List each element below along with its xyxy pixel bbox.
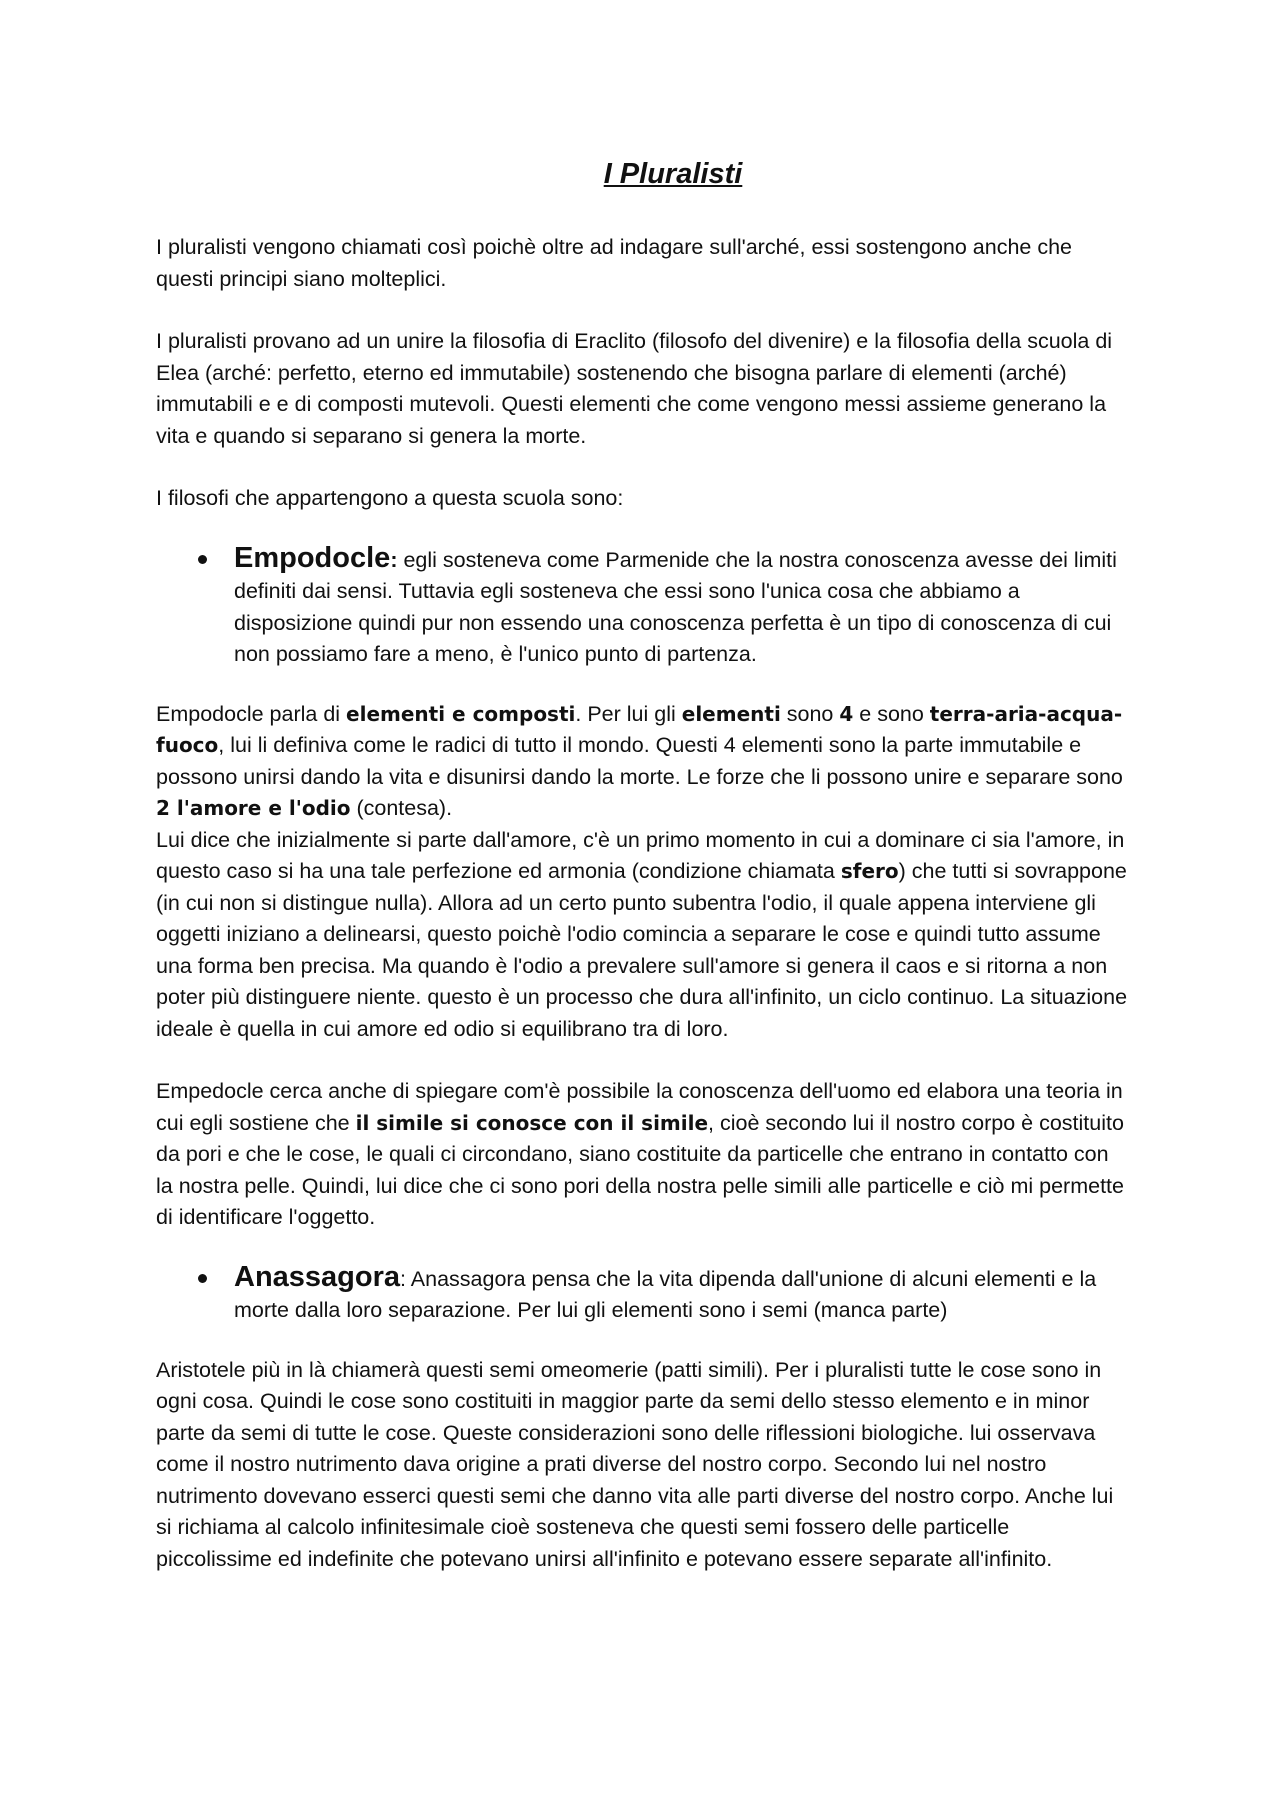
paragraph-elementi-composti — [156, 699, 1130, 825]
bold-terra-aria-acqua-fuoco: terra-aria-acqua-fuoco — [156, 701, 1123, 757]
paragraph-intro: I pluralisti vengono chiamati così poichè oltre ad indagare sull'arché, essi sostengono anche che questi principi siano molteplici. — [156, 235, 1073, 291]
text-segment: , lui li definiva come le radici di tutto il mondo. Questi 4 elementi sono la parte immutabile e possono unirsi dando la vita e disunirsi dando la morte. Le forze che li possono unire e separare sono — [156, 733, 1123, 789]
paragraph-omeomerie: Aristotele più in là chiamerà questi semi omeomerie (patti simili). Per i pluralisti tutte le cose sono in ogni cosa. Quindi le cose sono costituiti in maggior parte da semi dello stesso elemento e in minor parte da semi di tutte le cose. Queste considerazioni sono delle riflessioni biologiche. lui osservava come il nostro nutrimento dava origine a prati diverse del nostro corpo. Secondo lui nel nostro nutrimento dovevano esserci questi semi che danno vita alle parti diverse del nostro corpo. Anche lui si richiama al calcolo infinitesimale cioè sosteneva che questi semi fossero delle particelle piccolissime ed indefinite che potevano unirsi all'infinito e potevano essere separate all'infinito. — [156, 1357, 1114, 1571]
bold-sfero: sfero — [840, 859, 899, 883]
bold-quattro: 4 — [839, 701, 854, 726]
philosopher-list-anassagora — [156, 1262, 1130, 1327]
philosopher-list-empodocle — [156, 543, 1130, 671]
text-segment: Empedocle cerca anche di spiegare com'è possibile la conoscenza dell'uomo ed elabora una teoria in cui egli sostiene che — [156, 1079, 1123, 1135]
text-segment: Empodocle parla di — [156, 701, 347, 726]
term-colon: : — [390, 547, 398, 572]
empodocle-description: egli sosteneva come Parmenide che la nostra conoscenza avesse dei limiti definiti dai sensi. Tuttavia egli sosteneva che essi sono l'unica cosa che abbiamo a disposizione quindi pur non essendo una conoscenza perfetta è un tipo di conoscenza di cui non possiamo fare a meno, è l'unico punto di partenza. — [234, 547, 1117, 666]
bullet-icon — [198, 1274, 207, 1283]
text-segment: , cioè secondo lui il nostro corpo è costituito da pori e che le cose, le quali ci circondano, siano costituite da particelle che entrano in contatto con la nostra pelle. Quindi, lui dice che ci sono pori della nostra pelle simili alle particelle e ciò mi permette di identificare l'oggetto. — [156, 1110, 1124, 1229]
bold-simile: il simile si conosce con il simile — [355, 1110, 709, 1135]
term-empodocle: Empodocle — [234, 541, 391, 574]
text-segment: . Per lui gli — [575, 701, 682, 726]
bold-elementi-composti: elementi e composti — [346, 701, 576, 726]
bullet-icon — [198, 555, 207, 564]
paragraph-eraclito-elea: I pluralisti provano ad un unire la filosofia di Eraclito (filosofo del divenire) e la filosofia della scuola di Elea (arché: perfetto, eterno ed immutabile) sostenendo che bisogna parlare di elementi (arché) immutabili e e di composti mutevoli. Questi elementi che come vengono messi assieme generano la vita e quando si separano si genera la morte. — [156, 329, 1113, 448]
bold-elementi: elementi — [681, 701, 781, 726]
text-segment: Lui dice che inizialmente si parte dall'amore, c'è un primo momento in cui a dominare ci sia l'amore, in questo caso si ha una tale perfezione ed armonia (condizione chiamata — [156, 827, 1125, 883]
paragraph-conoscenza — [156, 1076, 1130, 1234]
page-title: I Pluralisti — [603, 158, 743, 190]
bold-amore-odio: 2 l'amore e l'odio — [156, 796, 351, 820]
text-segment: ) che tutti si sovrappone (in cui non si distingue nulla). Allora ad un certo punto subentra l'odio, il quale appena interviene gli oggetti iniziano a delinearsi, questo poichè l'odio comincia a separare le cose e quindi tutto assume una forma ben precisa. Ma quando è l'odio a prevalere sull'amore si genera il caos e si ritorna a non poter più distinguere niente. questo è un processo che dura all'infinito, un ciclo continuo. La situazione ideale è quella in cui amore ed odio si equilibrano tra di loro. — [156, 859, 1128, 1041]
paragraph-amore-odio — [156, 825, 1130, 1046]
paragraph-filosofi-intro: I filosofi che appartengono a questa scuola sono: — [156, 486, 624, 510]
text-segment: sono — [780, 701, 840, 726]
text-segment: (contesa). — [350, 796, 453, 820]
document-body — [156, 150, 1130, 1575]
text-segment: e sono — [853, 701, 930, 726]
anassagora-description: : Anassagora pensa che la vita dipenda dall'unione di alcuni elementi e la morte dalla loro separazione. Per lui gli elementi sono i semi (manca parte) — [234, 1266, 1097, 1322]
list-item-anassagora — [234, 1262, 1130, 1327]
list-item-empodocle — [234, 543, 1130, 671]
term-anassagora: Anassagora — [234, 1260, 401, 1293]
